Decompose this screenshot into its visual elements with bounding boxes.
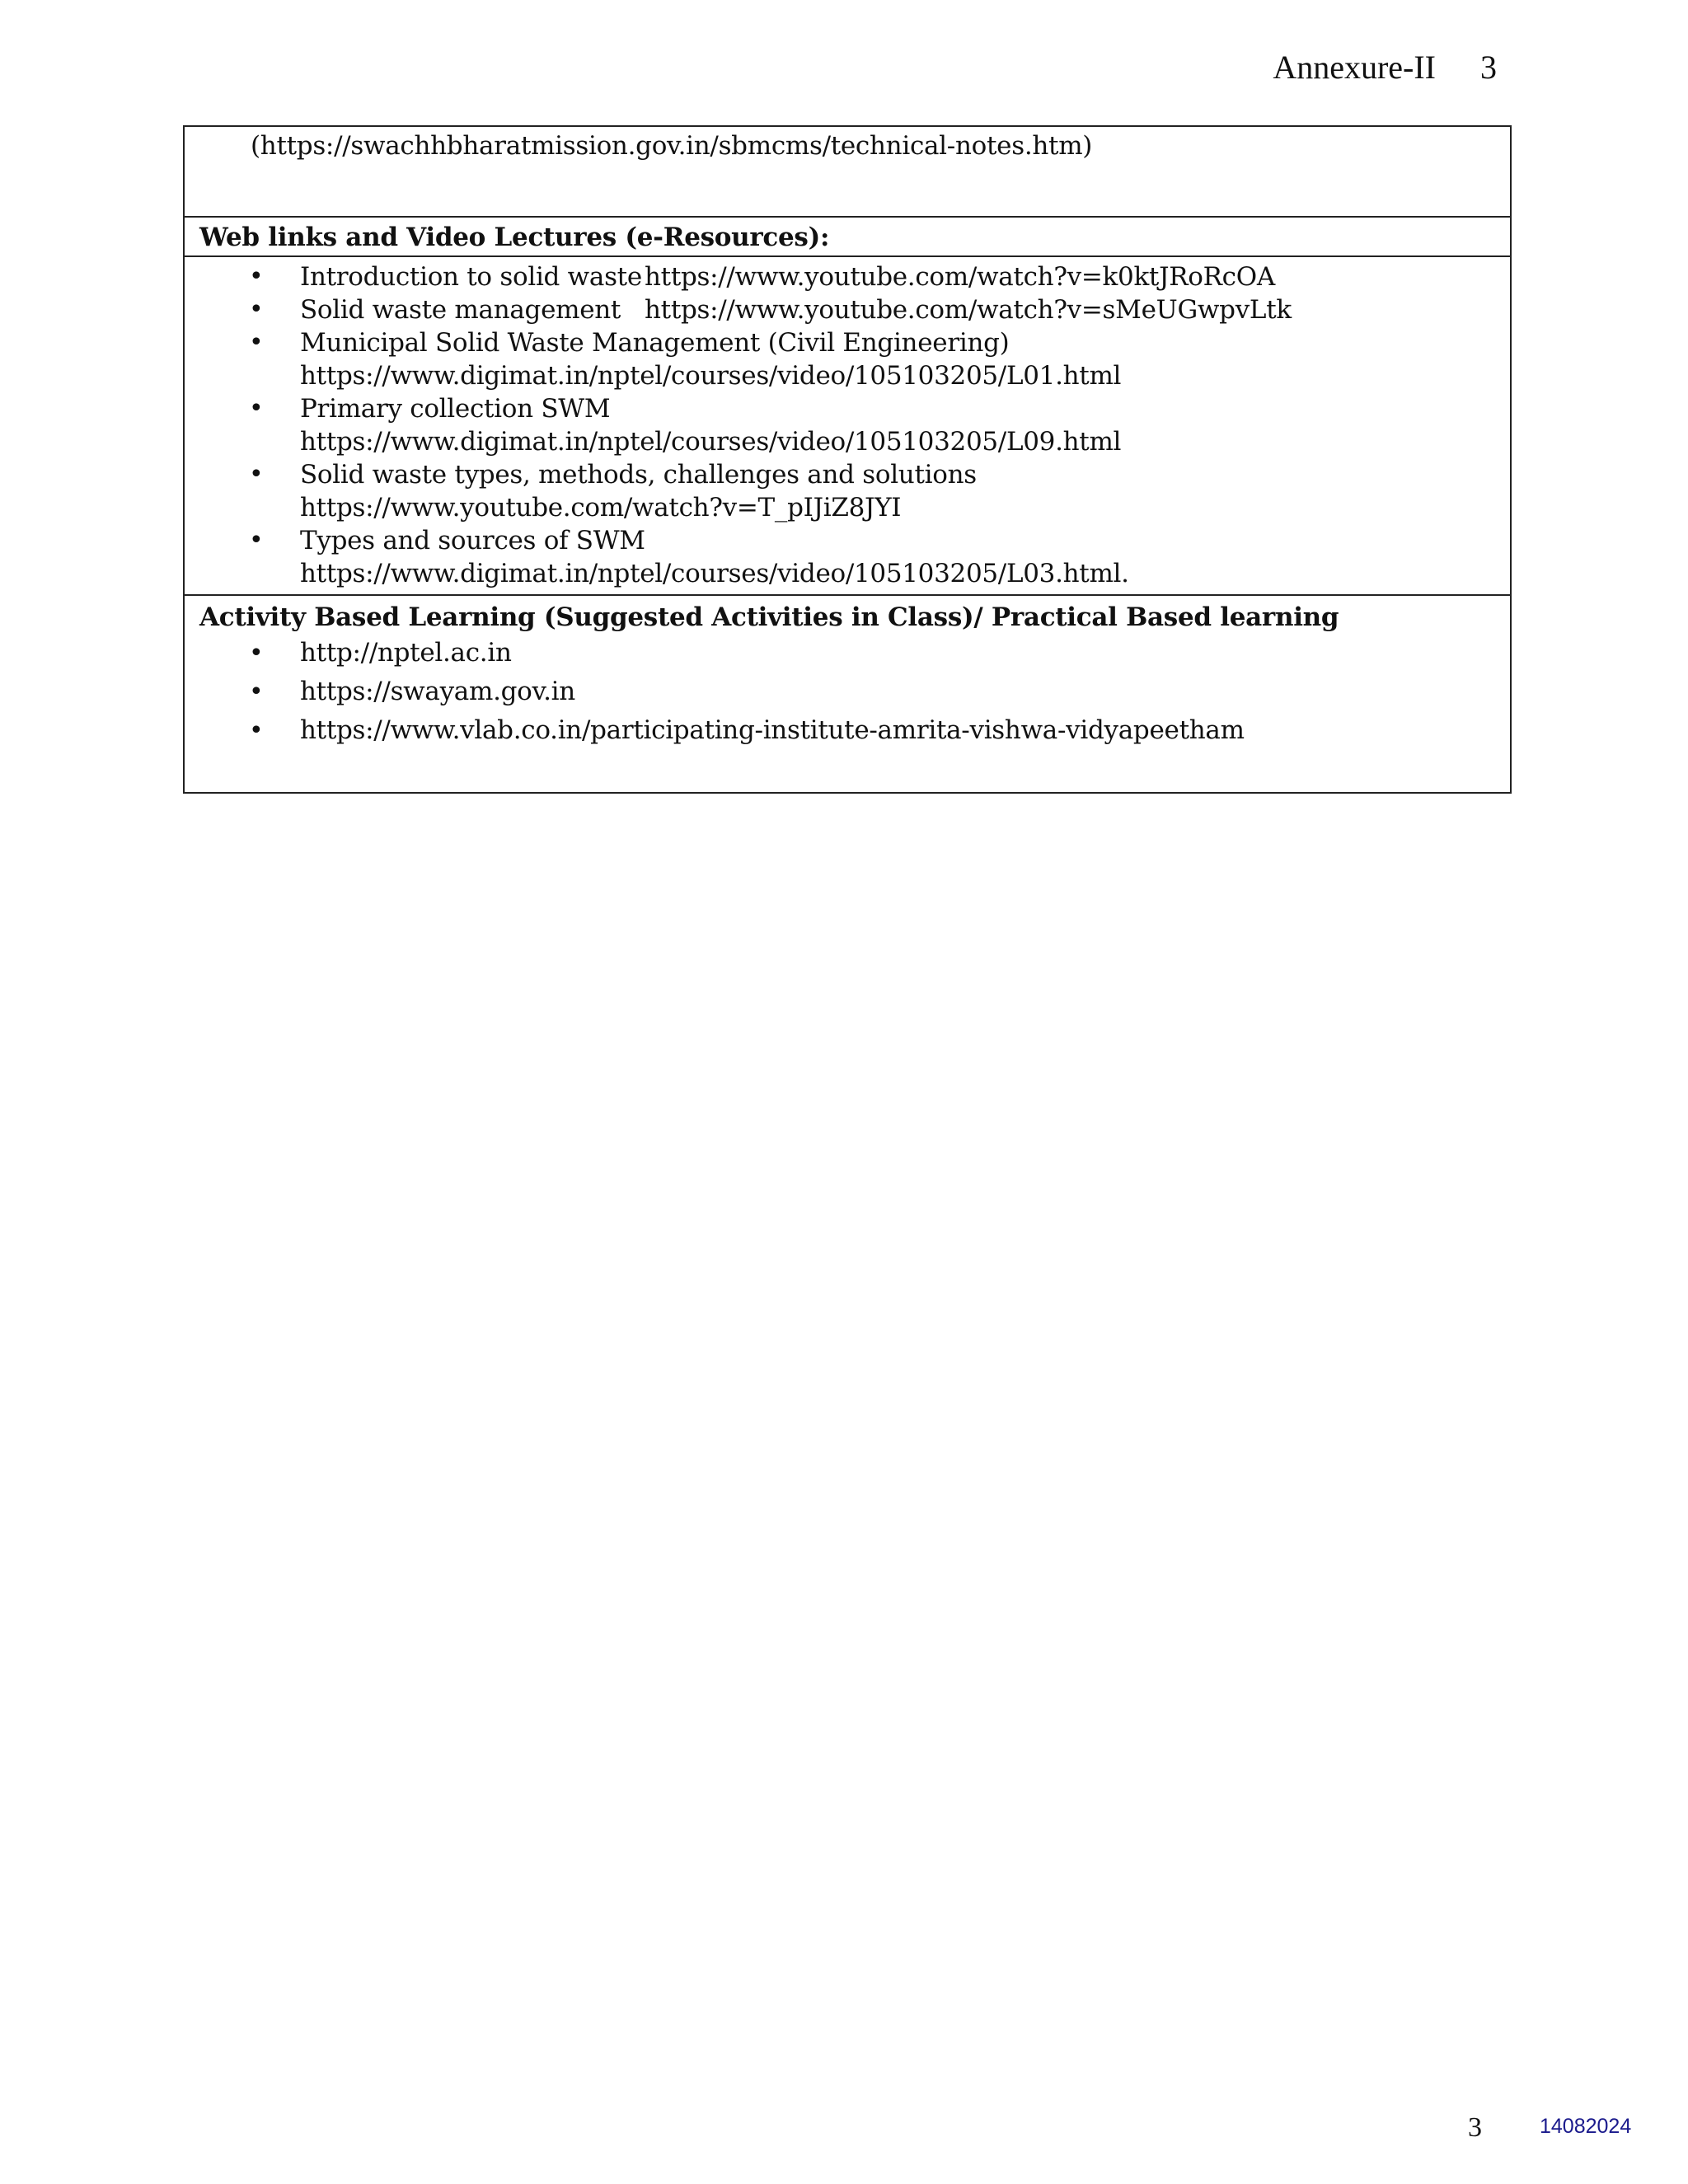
bullet-icon: •: [249, 262, 264, 291]
list-item: [185, 392, 1510, 458]
content-table: [183, 125, 1512, 794]
list-item: [185, 260, 1510, 293]
resource-title: Solid waste types, methods, challenges and solutions: [300, 460, 977, 490]
resource-title: Primary collection SWM: [300, 394, 611, 424]
footer-page-number: 3: [1468, 2112, 1482, 2143]
list-item: [185, 673, 1510, 711]
activity-link[interactable]: https://www.vlab.co.in/participating-institute-amrita-vishwa-vidyapeetham: [300, 715, 1245, 745]
resource-title: Types and sources of SWM: [300, 526, 645, 555]
bullet-icon: •: [249, 677, 264, 706]
resource-title: Municipal Solid Waste Management (Civil Engineering): [300, 328, 1010, 358]
resource-link[interactable]: https://www.youtube.com/watch?v=T_pIJiZ8JYI: [300, 493, 902, 523]
list-item: [185, 326, 1510, 392]
bullet-icon: •: [249, 460, 264, 489]
resource-link[interactable]: https://www.youtube.com/watch?v=sMeUGwpvLtk: [645, 295, 1292, 325]
activity-heading: Activity Based Learning (Suggested Activities in Class)/ Practical Based learning: [199, 602, 1339, 632]
activity-row: [185, 594, 1510, 792]
activity-list: [185, 634, 1510, 750]
web-links-list: [185, 260, 1510, 590]
bullet-icon: •: [249, 639, 264, 668]
document-code: 14082024: [1540, 2115, 1632, 2138]
list-item: [185, 293, 1510, 326]
bullet-icon: •: [249, 328, 264, 357]
resource-link[interactable]: https://www.youtube.com/watch?v=k0ktJRoRcOA: [645, 262, 1275, 292]
reference-link[interactable]: (https://swachhbharatmission.gov.in/sbmcms/technical-notes.htm): [251, 131, 1093, 161]
activity-link[interactable]: http://nptel.ac.in: [300, 638, 512, 668]
header-page-number: 3: [1480, 49, 1497, 86]
bullet-icon: •: [249, 526, 264, 555]
web-links-heading-row: [185, 216, 1510, 255]
page-header: [1273, 48, 1497, 87]
resource-title: Introduction to solid waste: [300, 262, 642, 292]
reference-row: [185, 127, 1510, 216]
activity-link[interactable]: https://swayam.gov.in: [300, 677, 575, 706]
bullet-icon: •: [249, 394, 264, 423]
annexure-label: Annexure-II: [1273, 49, 1436, 86]
web-links-heading: Web links and Video Lectures (e-Resources):: [199, 223, 830, 252]
bullet-icon: •: [249, 295, 264, 324]
list-item: [185, 711, 1510, 750]
resource-link[interactable]: https://www.digimat.in/nptel/courses/video/105103205/L03.html.: [300, 559, 1129, 588]
list-item: [185, 458, 1510, 524]
resource-link[interactable]: https://www.digimat.in/nptel/courses/video/105103205/L01.html: [300, 361, 1122, 391]
bullet-icon: •: [249, 716, 264, 745]
list-item: [185, 634, 1510, 673]
list-item: [185, 524, 1510, 590]
resource-title: Solid waste management: [300, 295, 621, 325]
web-links-row: [185, 255, 1510, 594]
resource-link[interactable]: https://www.digimat.in/nptel/courses/video/105103205/L09.html: [300, 427, 1122, 457]
